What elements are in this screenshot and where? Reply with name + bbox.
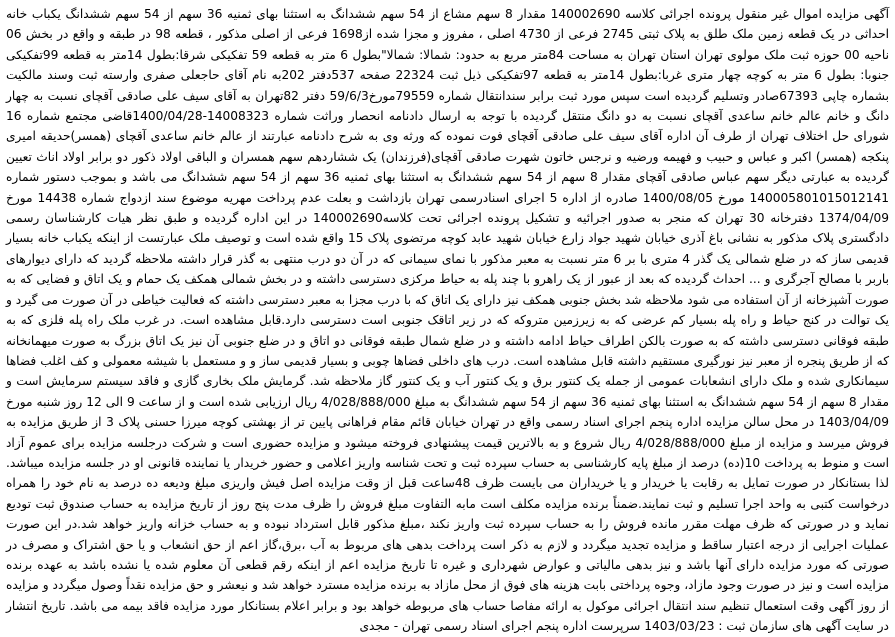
auction-notice-text: آگهی مزایده اموال غیر منقول پرونده اجرائی کلاسه 140002690 مقدار 8 سهم مشاع از 54 سهم ششدانگ به استثنا بهای ثمنیه 36 سهم از 54 سهم ششدانگ یکباب خانه احداثی در یک قطعه زمین ملک طلق به پلاک ثبتی 2745 فرعی از 4730 اصلی ، مفروز و مجزا شده از1698 فرعی از اصلی مذکور ، قطعه 98 در طبقه و واقع در بخش 06 ناحیه 00 حوزه ثبت ملک مولوی تهران استان تهران به مساحت 84متر مربع به حدود: شمالا: شمالا"بطول 6 متر به قطعه 59 تفکیکی شرقا:بطول 14متر به قطعه 99تفکیکی جنوبا: بطول 6 متر به کوچه چهار متری غربا:بطول 14متر به قطعه 97تفکیکی ذیل ثبت 22324 صفحه 537دفتر 202به نام آقای حاجعلی صفری وارسته ثبت وسند مالکیت بشماره چاپی 67393صادر وتسلیم گردیده است سپس مورد ثبت برابر سندانتقال شماره 79559مورخ59/6/3 دفتر 82تهران به آقای سیف علی صادقی آقچای نسبت به چهار دانگ و خانم عالم خانم ساعدی آقچای نسبت به دو دانگ منتقل گردیده با توجه به ارسال دادنامه انحصار وراثت شماره 14008323-1400/04/28قاضی مجتمع شماره 16 شورای حل اختلاف تهران از طرف آن اداره آقای سیف علی صادقی آقچای فوت نموده که ورثه وی به شرح دادنامه عبارتند از عالم خانم ساعدی آقچای (همسر)حدیقه امیری پنکجه (همسر) اکبر و عباس و حبیب و فهیمه ورضیه و نرجس خاتون شهرت صادقی آقچای(فرزندان) یک ششاردهم سهم همسران و الباقی اولاد ذکور دو برابر اولاد اناث تعیین گردیده به عبارتی دیگر سهم عباس صادقی آقچای مقدار 8 سهم از 54 سهم ششدانگ به استثنا بهای ثمنیه 36 سهم از 54 سهم ششدانگ می باشد و بموجب دستور شماره 140005801015012141 مورخ 1400/08/05 صادره از اداره 5 اجرای اسنادرسمی تهران بازداشت و بعلت عدم پرداخت مهریه موضوع سند ازدواج شماره 14438 مورخ 1374/04/09 دفترخانه 30 تهران که منجر به صدور اجرائیه و تشکیل پرونده اجرائی تحت کلاسه140002690 در این اداره گردیده و طبق نظر هیات کارشناسان رسمی دادگستری پلاک مذکور به نشانی باغ آذری خیابان شهید جواد زارع خیابان شهید عابد کوچه مرتضوی پلاک 15 واقع شده است و توصیف ملک عبارتست از اینکه یکباب خانه بسیار قدیمی ساز که در ضلع شمالی یک گذر 4 متری با بر 6 متر نسبت به معبر مذکور با نمای سیمانی که در آن دو درب منتهی به گذر قرار داشته ملاحظه گردید که دارای دیوارهای باربر با مصالح آجرگری و ... احداث گردیده که بعد از عبور از یک راهرو با چند پله به حیاط مرکزی دسترسی داشته و در بخش شمالی همکف یک حمام و یک اتاق و فضایی که به صورت آشپزخانه از آن استفاده می شود ملاحظه شد بخش جنوبی همکف نیز دارای یک اتاق که با درب مجزا به معبر دسترسی داشته که فعالیت خیاطی در آن صورت می گیرد و یک توالت در کنج حیاط و راه پله بسیار کم عرضی که به زیرزمین متروکه که در زیر اتاقک جنوبی است دسترسی دارد.قابل مشاهده است. در غرب ملک راه پله فلزی که به طبقه فوقانی دسترسی داشته که به صورت بالکن اطراف حیاط ادامه داشته و در ضلع شمال طبقه فوقانی دو اتاق و در ضلع جنوبی آن نیز یک اتاق بزرگ به صورت میهمانخانه که از طریق پنجره از معبر نیز نورگیری مستقیم داشته قابل مشاهده است. درب های داخلی فضاها چوبی و بسیار قدیمی ساز و و مستعمل با شیشه معمولی و کف اغلب فضاها سیمانکاری شده و ملک دارای انشعابات عمومی از جمله یک کنتور برق و یک کنتور آب و یک کنتور گاز ملاحظه شد. گرمایش ملک بخاری گازی و فاقد سیستم سرمایش است و مقدار 8 سهم از 54 سهم ششدانگ به استثنا بهای ثمنیه 36 سهم از 54 سهم ششدانگ به مبلغ 4/028/888/000 ریال ارزیابی شده است و از ساعت 9 الی 12 روز شنبه مورخ 1403/04/09 در محل سالن مزایده اداره پنجم اجرای اسناد رسمی واقع در تهران خیابان قائم مقام فراهانی پایین تر از بهشتی کوچه میرزا حسنی پلاک 3 از طریق مزایده به فروش میرسد و مزایده از مبلغ 4/028/888/000 ریال شروع و به بالاترین قیمت پیشنهادی فروخته میشود و مزایده حضوری است و شرکت درجلسه مزایده برای عموم آزاد است و منوط به پرداخت 10(ده) درصد از مبلغ پایه کارشناسی به حساب سپرده ثبت و تحت شناسه واریز اعلامی و حضور خریدار یا نماینده قانونی او در جلسه مزایده میباشد. لذا بستانکار در صورت تمایل به رقابت یا خریدار و یا خریداران می بایست ظرف 48ساعت قبل از وقت مزایده اصل فیش واریزی مبلغ ودیعه ده درصد به نام خود را همراه درخواست کتبی به واحد اجرا تسلیم و ثبت نمایند.ضمناً برنده مزایده مکلف است مابه التفاوت مبلغ فروش را ظرف مدت پنج روز از تاریخ مزایده به حساب صندوق ثبت تودیع نماید و در صورتی که ظرف مهلت مقرر مانده فروش را به حساب سپرده ثبت واریز نکند ،مبلغ مذکور قابل استرداد نبوده و به حساب خزانه واریز خواهد شد.در این صورت عملیات اجرایی از درجه اعتبار ساقط و مزایده تجدید میگردد و لازم به ذکر است پرداخت بدهی های مربوط به آب ،برق،گاز اعم از حق انشعاب و یا حق اشتراک و مصرف در صورتی که مورد مزایده دارای آنها باشد و نیز بدهی مالیاتی و عوارض شهرداری و غیره تا تاریخ مزایده اعم از اینکه رقم قطعی آن معلوم شده یا نشده باشد به عهده برنده مزایده است و نیز در صورت وجود مازاد، وجوه پرداختی بابت هزینه های فوق از محل مازاد به برنده مزایده مسترد خواهد شد و نیعشر و حق مزایده نقداً وصول میگردد و مزایده از روز آگهی وقت استعمال تنظیم سند انتقال اجرائی موکول به ارائه مفاصا حساب های مربوطه خواهد بود و برابر اعلام بستانکار مورد مزایده فاقد بیمه می باشد. تاریخ انتشار در سایت آگهی های سازمان ثبت : 1403/03/23 سرپرست اداره پنجم اجرای اسناد رسمی تهران - مجدی [6, 7, 890, 634]
